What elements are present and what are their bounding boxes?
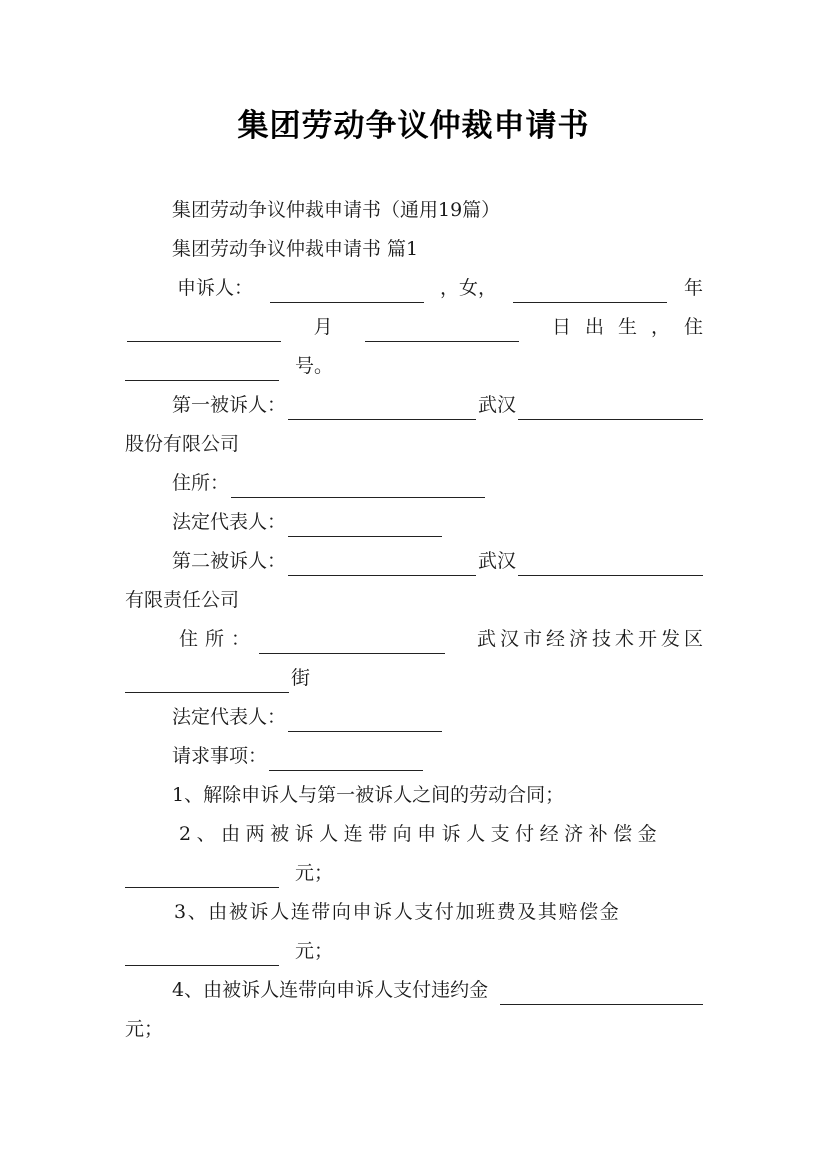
yuan-label-4: 元； [125, 1018, 164, 1040]
address1-label: 住所： [172, 472, 230, 494]
yuan-label-2: 元； [295, 862, 334, 884]
respondent2-line [172, 546, 703, 576]
heading-line [172, 195, 712, 225]
birth-residence-label: 日出生，住 [551, 316, 717, 338]
request-item-2-text: 2、由两被诉人连带向申诉人支付经济补偿金 [179, 823, 663, 845]
yuan-label-3: 元； [295, 940, 334, 962]
request-item-4 [172, 975, 703, 1005]
birth-day-blank[interactable] [365, 319, 519, 342]
birth-month-blank[interactable] [127, 319, 281, 342]
address2-label: 住所： [179, 628, 258, 650]
year-label: 年 [683, 277, 703, 299]
request-item-1-text: 1、解除申诉人与第一被诉人之间的劳动合同； [172, 784, 565, 806]
document-title: 集团劳动争议仲裁申请书 [237, 108, 590, 144]
address1-blank[interactable] [231, 475, 485, 498]
requests-line [172, 741, 703, 771]
legal-rep1-line [172, 507, 703, 537]
heading-text: 集团劳动争议仲裁申请书（通用19篇） [172, 199, 501, 221]
month-label: 月 [313, 316, 333, 338]
claimant-address-blank[interactable] [125, 358, 279, 381]
section-label-line [172, 234, 712, 264]
claimant-label: 申诉人： [177, 277, 254, 299]
respondent2-city: 武汉 [478, 550, 517, 572]
address2-area: 武汉市经济技术开发区 [476, 628, 707, 650]
legal-rep2-line [172, 702, 703, 732]
request-item-2 [179, 819, 703, 849]
request-item-2-amount-line [125, 858, 703, 888]
legal-rep2-label: 法定代表人： [172, 706, 287, 728]
respondent1-city: 武汉 [478, 394, 517, 416]
request-item-3 [174, 897, 703, 927]
address2-line [179, 624, 707, 654]
request-item-4-text: 4、由被诉人连带向申诉人支付违约金 [172, 979, 489, 1001]
address2-street: 街 [291, 667, 311, 689]
respondent1-company-blank[interactable] [518, 397, 703, 420]
respondent2-company-suffix: 有限责任公司 [125, 589, 240, 611]
respondent1-line [172, 390, 703, 420]
respondent2-company-line [125, 585, 703, 615]
birth-year-blank[interactable] [513, 280, 667, 303]
penalty-amount-blank[interactable] [500, 982, 703, 1005]
legal-rep1-blank[interactable] [288, 514, 442, 537]
claimant-gender: ，女， [439, 277, 497, 299]
request-item-3-text: 3、由被诉人连带向申诉人支付加班费及其赔偿金 [174, 901, 621, 923]
overtime-amount-blank[interactable] [125, 943, 279, 966]
requests-blank[interactable] [269, 748, 423, 771]
legal-rep2-blank[interactable] [288, 709, 442, 732]
address2-street-blank[interactable] [125, 670, 289, 693]
requests-label: 请求事项： [172, 745, 268, 767]
number-label: 号。 [295, 355, 334, 377]
respondent1-name-blank[interactable] [288, 397, 476, 420]
request-item-4-yuan-line [125, 1014, 703, 1044]
claimant-line [177, 273, 703, 303]
respondent2-label: 第二被诉人： [172, 550, 287, 572]
section-label: 集团劳动争议仲裁申请书 篇1 [172, 238, 419, 260]
legal-rep1-label: 法定代表人： [172, 511, 287, 533]
respondent1-company-line [125, 429, 703, 459]
respondent2-company-blank[interactable] [518, 553, 703, 576]
respondent1-company-suffix: 股份有限公司 [125, 433, 240, 455]
claimant-birth-line [125, 312, 717, 342]
respondent1-label: 第一被诉人： [172, 394, 287, 416]
address2-blank[interactable] [259, 631, 445, 654]
respondent2-name-blank[interactable] [288, 553, 476, 576]
address1-line [172, 468, 703, 498]
claimant-address-line [125, 351, 703, 381]
request-item-1 [172, 780, 703, 810]
request-item-3-amount-line [125, 936, 703, 966]
compensation-amount-blank[interactable] [125, 865, 279, 888]
address2-street-line [125, 663, 703, 693]
claimant-name-blank[interactable] [270, 280, 424, 303]
